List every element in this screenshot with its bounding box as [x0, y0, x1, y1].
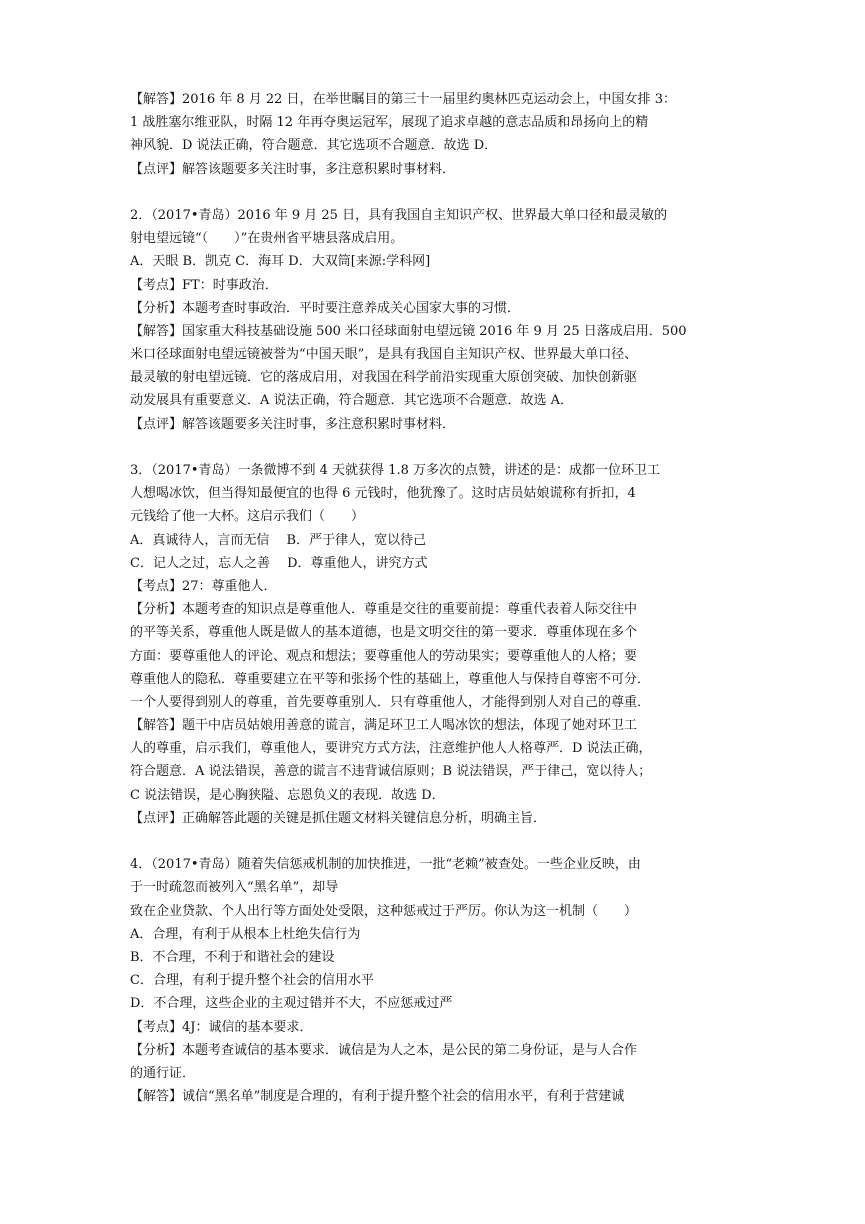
text-line: A．天眼 B．凯克 C．海耳 D．大双筒[来源:学科网]: [130, 254, 431, 270]
text-line: 【点评】解答该题要多关注时事，多注意积累时事材料．: [130, 416, 456, 432]
text-line: C．记人之过，忘人之善 D．尊重他人，讲究方式: [130, 555, 428, 571]
question-block: [130, 853, 740, 1108]
question-block: [130, 88, 740, 181]
question-block: [130, 459, 740, 830]
text-line: 4．（2017•青岛）随着失信惩戒机制的加快推进，一批“老赖”被查处。一些企业反映，由: [130, 857, 641, 873]
paragraph-gap: [130, 436, 740, 459]
text-line: 的平等关系，尊重他人既是做人的基本道德，也是文明交往的第一要求．尊重体现在多个: [130, 625, 638, 641]
text-line: 【点评】正确解答此题的关键是抓住题文材料关键信息分析，明确主旨．: [130, 810, 547, 826]
text-line: 【考点】27：尊重他人．: [130, 578, 277, 594]
text-line: 的通行证．: [130, 1065, 196, 1081]
text-line: 尊重他人的隐私．尊重要建立在平等和张扬个性的基础上，尊重他人与保持自尊密不可分．: [130, 671, 651, 687]
paragraph-gap: [130, 181, 740, 204]
text-line: 符合题意．A 说法错误，善意的谎言不违背诚信原则；B 说法错误，严于律己，宽以待人；: [130, 764, 652, 780]
text-line: D．不合理，这些企业的主观过错并不大，不应惩戒过严: [130, 996, 453, 1012]
text-line: 神风貌．D 说法正确，符合题意．其它选项不合题意．故选 D．: [130, 138, 498, 154]
text-line: 最灵敏的射电望远镜．它的落成启用，对我国在科学前沿实现重大原创突破、加快创新驱: [130, 370, 638, 386]
text-line: 【考点】FT：时事政治．: [130, 277, 278, 293]
text-line: 一个人要得到别人的尊重，首先要尊重别人．只有尊重他人，才能得到别人对自己的尊重．: [130, 694, 651, 710]
text-line: 【分析】本题考查的知识点是尊重他人．尊重是交往的重要前提：尊重代表着人际交往中: [130, 602, 638, 618]
text-line: 方面：要尊重他人的评论、观点和想法；要尊重他人的劳动果实；要尊重他人的人格；要: [130, 648, 638, 664]
text-line: 【分析】本题考查诚信的基本要求．诚信是为人之本，是公民的第二身份证，是与人合作: [130, 1042, 638, 1058]
text-line: 【解答】国家重大科技基础设施 500 米口径球面射电望远镜 2016 年 9 月 25 日落成启用．500: [130, 323, 687, 339]
text-line: 射电望远镜“（ ）”在贵州省平塘县落成启用。: [130, 231, 404, 247]
text-line: 人的尊重，启示我们，尊重他人，要讲究方式方法，注意维护他人人格尊严．D 说法正确，: [130, 741, 652, 757]
text-line: 【解答】2016 年 8 月 22 日，在举世瞩目的第三十一届里约奥林匹克运动会上，中国女排 3：: [130, 92, 676, 107]
text-line: C．合理，有利于提升整个社会的信用水平: [130, 973, 374, 989]
text-line: 【分析】本题考查时事政治．平时要注意养成关心国家大事的习惯．: [130, 300, 521, 316]
text-line: 3．（2017•青岛）一条微博不到 4 天就获得 1.8 万多次的点赞，讲述的是：成都一位环卫工: [130, 463, 660, 478]
question-block: [130, 204, 740, 436]
text-line: A．真诚待人，言而无信 B．严于律人，宽以待己: [130, 532, 427, 548]
text-line: A．合理，有利于从根本上杜绝失信行为: [130, 926, 361, 942]
text-line: C 说法错误，是心胸狭隘、忘恩负义的表现．故选 D．: [130, 787, 445, 803]
text-line: 人想喝冰饮，但当得知最便宜的也得 6 元钱时，他犹豫了。这时店员姑娘谎称有折扣，4: [130, 486, 636, 502]
text-line: 【解答】题干中店员姑娘用善意的谎言，满足环卫工人喝冰饮的想法，体现了她对环卫工: [130, 718, 638, 734]
text-line: 动发展具有重要意义．A 说法正确，符合题意．其它选项不合题意．故选 A．: [130, 393, 574, 409]
text-line: 【点评】解答该题要多关注时事，多注意积累时事材料．: [130, 161, 456, 177]
text-line: 2．（2017•青岛）2016 年 9 月 25 日，具有我国自主知识产权、世界最大单口径和最灵敏的: [130, 207, 668, 223]
text-line: 【解答】诚信“黑名单”制度是合理的，有利于提升整个社会的信用水平，有利于营建诚: [130, 1089, 625, 1105]
text-line: 1 战胜塞尔维亚队，时隔 12 年再夺奥运冠军，展现了追求卓越的意志品质和昂扬向上的精: [130, 115, 649, 131]
text-line: 米口径球面射电望远镜被誉为“中国天眼”，是具有我国自主知识产权、世界最大单口径、: [130, 347, 638, 363]
document-page: [130, 88, 740, 1108]
text-line: 元钱给了他一大杯。这启示我们（ ）: [130, 509, 365, 525]
text-line: B．不合理，不利于和谐社会的建设: [130, 949, 335, 965]
text-line: 致在企业贷款、个人出行等方面处处受限，这种惩戒过于严厉。你认为这一机制（ ）: [130, 903, 638, 919]
text-line: 【考点】4J：诚信的基本要求．: [130, 1019, 313, 1035]
paragraph-gap: [130, 830, 740, 853]
text-line: 于一时疏忽而被列入“黑名单”，却导: [130, 880, 339, 896]
